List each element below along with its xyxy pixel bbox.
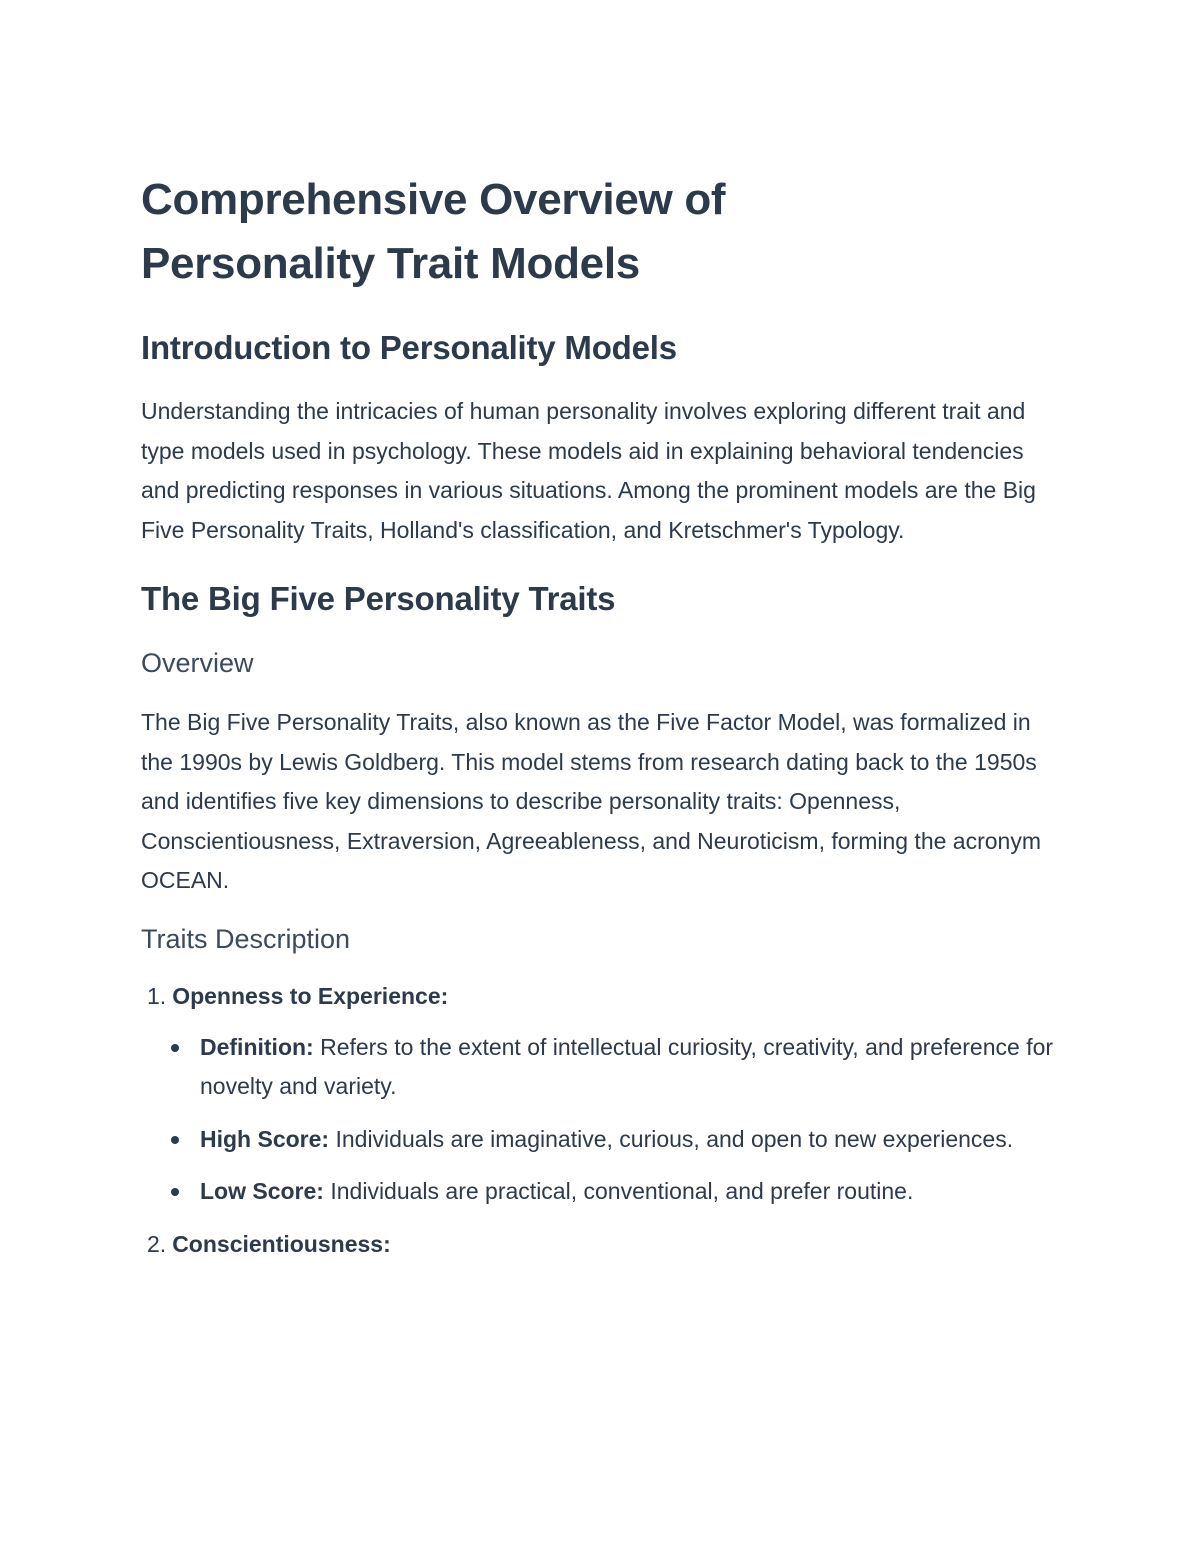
bullet-icon (171, 1188, 179, 1196)
bullet-term: Low Score: (200, 1178, 324, 1204)
list-item-high-score (141, 1120, 1060, 1160)
bullet-term: Definition: (200, 1033, 314, 1060)
bullet-term: High Score: (200, 1125, 330, 1152)
trait-number: 2. (147, 1230, 167, 1257)
document-title (141, 168, 1060, 296)
list-item-definition (141, 1028, 1060, 1107)
trait-item-conscientiousness (141, 1225, 1060, 1264)
list-item-low-score (141, 1172, 1060, 1212)
intro-heading: Introduction to Personality Models (141, 329, 677, 366)
big-five-heading: The Big Five Personality Traits (141, 580, 616, 617)
trait-bullets (141, 1028, 1060, 1212)
bullet-text: Individuals are practical, conventional, and prefer routine. (323, 1178, 914, 1204)
traits-description-heading: Traits Description (141, 923, 351, 954)
overview-heading: Overview (141, 648, 254, 678)
intro-paragraph: Understanding the intricacies of human personality involves exploring different trait and type models used in psychology. These models aid in explaining behavioral tendencies and predicting responses in various situations. Among the prominent models are the Big Five Personality Traits, Holland's classification, and Kretschmer's Typology. (141, 398, 1036, 543)
title-line-2: Personality Trait Models (141, 239, 640, 288)
trait-heading (141, 1225, 1060, 1264)
trait-name: Openness to Experience: (172, 982, 449, 1009)
trait-name: Conscientiousness: (172, 1230, 391, 1257)
overview-paragraph: The Big Five Personality Traits, also known as the Five Factor Model, was formalized in the 1990s by Lewis Goldberg. This model stems from research dating back to the 1950s and identifies five key dimensions to describe personality traits: Openness, Conscientiousness, Extraversion, Agreeableness, and Neuroticism, forming the acronym OCEAN. (141, 709, 1041, 893)
bullet-text: Refers to the extent of intellectual curiosity, creativity, and preference for novelty and variety. (200, 1033, 1054, 1099)
bullet-icon (171, 1136, 179, 1144)
bullet-icon (171, 1044, 179, 1052)
traits-list (141, 977, 1060, 1264)
bullet-text: Individuals are imaginative, curious, and open to new experiences. (329, 1125, 1014, 1152)
trait-item-openness (141, 977, 1060, 1212)
trait-number: 1. (147, 982, 167, 1009)
trait-heading (141, 977, 1060, 1016)
title-line-1: Comprehensive Overview of (141, 175, 726, 224)
